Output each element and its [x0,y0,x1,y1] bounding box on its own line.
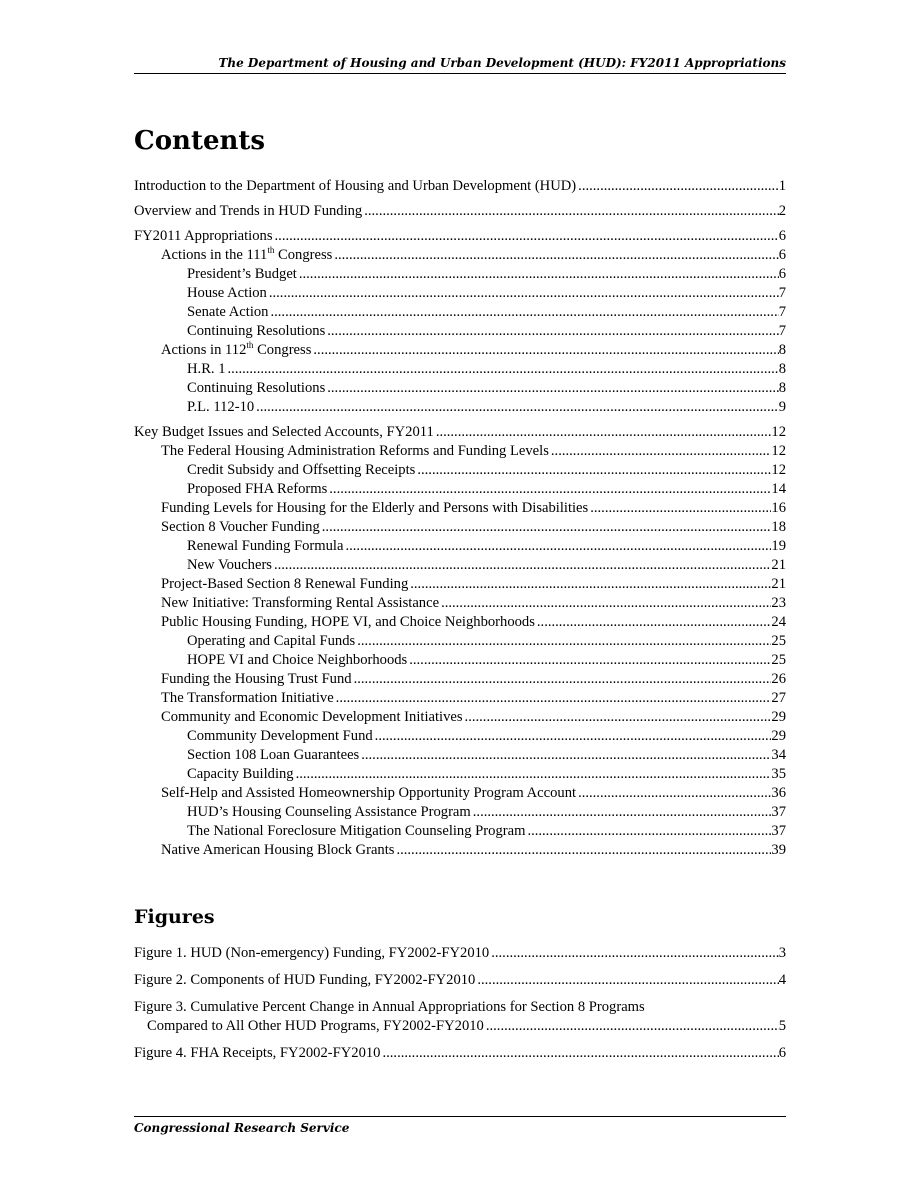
toc-entry-title [134,423,434,442]
toc-entry[interactable] [134,651,786,670]
toc-page-number: 36 [771,785,786,801]
toc-entry-title [187,398,254,417]
toc-entry[interactable] [134,227,786,246]
dot-leader [254,398,779,417]
toc-page-number: 19 [771,538,786,554]
dot-leader [268,303,778,322]
toc-page-number: 2 [778,203,786,219]
dot-leader [394,841,771,860]
toc-entry-text-suffix: Congress [274,247,333,263]
toc-entry-text: Senate Action [187,304,269,320]
dot-leader [415,461,771,480]
toc-page-number: 12 [771,424,786,440]
toc-entry[interactable] [134,613,786,632]
toc-entry[interactable] [134,632,786,651]
toc-entry-text: Section 8 Voucher Funding [161,519,320,535]
dot-leader [535,613,772,632]
toc-page-number: 7 [778,323,786,339]
footer-rule [134,1116,786,1117]
toc-entry[interactable] [134,765,786,784]
dot-leader [408,575,771,594]
toc-page-number: 39 [771,842,786,858]
toc-entry[interactable] [134,575,786,594]
toc-page-number: 25 [771,652,786,668]
toc-entry-text: Native American Housing Block Grants [161,842,395,858]
toc-page-number: 18 [771,519,786,535]
figure-entry[interactable] [134,1044,786,1063]
dot-leader [320,518,772,537]
toc-entry[interactable] [134,594,786,613]
toc-page-number: 12 [771,462,786,478]
toc-page-number: 16 [771,500,786,516]
contents-list [134,177,786,860]
toc-entry-text: New Initiative: Transforming Rental Assistance [161,595,440,611]
toc-entry[interactable] [134,803,786,822]
figure-page-number: 4 [778,972,786,988]
toc-entry-title [187,379,325,398]
toc-page-number: 26 [771,671,786,687]
toc-page-number: 37 [771,804,786,820]
toc-entry[interactable] [134,537,786,556]
toc-entry-title [187,746,359,765]
toc-entry[interactable] [134,822,786,841]
figure-entry-title: Compared to All Other HUD Programs, FY2002-FY2010 [147,1018,484,1034]
toc-page-number: 8 [778,342,786,358]
toc-page-number: 37 [771,823,786,839]
dot-leader [439,594,771,613]
dot-leader [373,727,772,746]
header-rule [134,73,786,74]
toc-entry-text: Introduction to the Department of Housing and Urban Development (HUD) [134,178,577,194]
toc-entry-text: Proposed FHA Reforms [187,481,328,497]
toc-page-number: 21 [771,557,786,573]
toc-page-number: 34 [771,747,786,763]
toc-entry-text: Actions in 112 [161,342,247,358]
toc-entry-text: Community Development Fund [187,728,373,744]
dot-leader [325,379,778,398]
dot-leader [463,708,772,727]
dot-leader [549,442,772,461]
toc-entry-text: H.R. 1 [187,361,226,377]
toc-entry[interactable] [134,246,786,265]
dot-leader [325,322,778,341]
dot-leader [327,480,771,499]
dot-leader [588,499,771,518]
toc-entry-title [187,360,226,379]
toc-entry[interactable] [134,518,786,537]
contents-heading: Contents [134,126,266,156]
toc-entry[interactable] [134,423,786,442]
figure-entry-title: Figure 3. Cumulative Percent Change in Annual Appropriations for Section 8 Programs [134,999,645,1015]
toc-entry-title [187,556,272,575]
dot-leader [343,537,771,556]
toc-entry-text: Actions in the 111 [161,247,268,263]
toc-entry[interactable] [134,442,786,461]
toc-page-number: 12 [771,443,786,459]
toc-entry[interactable] [134,670,786,689]
dot-leader [273,227,779,246]
toc-entry[interactable] [134,689,786,708]
toc-entry-text: HOPE VI and Choice Neighborhoods [187,652,408,668]
toc-entry-title [161,784,576,803]
toc-entry-text: Project-Based Section 8 Renewal Funding [161,576,409,592]
toc-entry-superscript: th [246,341,254,351]
toc-entry[interactable] [134,265,786,284]
toc-entry-title [187,822,525,841]
toc-entry-text: Community and Economic Development Initiatives [161,709,463,725]
toc-entry-title [161,841,394,860]
toc-entry-title [187,480,327,499]
dot-leader [525,822,771,841]
toc-page-number: 29 [771,728,786,744]
figure-entry-title: Figure 4. FHA Receipts, FY2002-FY2010 [134,1045,381,1061]
toc-entry[interactable] [134,556,786,575]
toc-page-number: 7 [778,285,786,301]
toc-entry-title [187,651,407,670]
toc-entry-text: Continuing Resolutions [187,380,326,396]
figure-page-number: 6 [778,1045,786,1061]
toc-entry-title [187,765,294,784]
toc-page-number: 6 [778,266,786,282]
toc-page-number: 8 [778,361,786,377]
figures-list [134,944,786,1071]
toc-entry[interactable] [134,841,786,860]
dot-leader [297,265,779,284]
figure-page-number: 3 [778,945,786,961]
toc-page-number: 21 [771,576,786,592]
toc-entry-title [161,499,588,518]
toc-entry[interactable] [134,202,786,221]
dot-leader [475,971,778,990]
toc-entry-text: Public Housing Funding, HOPE VI, and Choice Neighborhoods [161,614,535,630]
figure-entry[interactable] [134,971,786,990]
toc-entry-text: HUD’s Housing Counseling Assistance Program [187,804,471,820]
figures-heading: Figures [134,906,215,928]
toc-entry-text: FY2011 Appropriations [134,228,273,244]
toc-entry-title [161,442,549,461]
toc-entry-title [187,284,267,303]
dot-leader [484,1017,779,1036]
toc-entry[interactable] [134,746,786,765]
toc-entry[interactable] [134,480,786,499]
toc-entry-text: The Transformation Initiative [161,690,334,706]
toc-page-number: 24 [771,614,786,630]
toc-entry-title [187,727,373,746]
toc-entry-title [134,227,273,246]
toc-entry-title [187,461,415,480]
toc-page-number: 1 [778,178,786,194]
toc-entry-text: Overview and Trends in HUD Funding [134,203,363,219]
dot-leader [355,632,771,651]
dot-leader [359,746,771,765]
toc-entry-text-suffix: Congress [253,342,312,358]
toc-entry-text: House Action [187,285,267,301]
dot-leader [576,784,771,803]
toc-entry[interactable] [134,360,786,379]
dot-leader [434,423,772,442]
figure-entry-title: Figure 2. Components of HUD Funding, FY2002-FY2010 [134,972,476,988]
dot-leader [352,670,772,689]
dot-leader [407,651,771,670]
toc-entry-superscript: th [267,246,275,256]
toc-page-number: 6 [778,247,786,263]
toc-entry-title [161,341,311,360]
toc-entry-title [161,575,408,594]
toc-entry-text: Funding the Housing Trust Fund [161,671,352,687]
toc-entry-title [134,177,576,196]
toc-entry-text: Self-Help and Assisted Homeownership Opportunity Program Account [161,785,577,801]
dot-leader [334,689,772,708]
figure-page-number: 5 [778,1018,786,1034]
toc-entry-title [187,537,343,556]
toc-entry[interactable] [134,284,786,303]
toc-entry[interactable] [134,341,786,360]
footer-text: Congressional Research Service [134,1121,350,1135]
toc-entry-title [161,689,334,708]
toc-entry[interactable] [134,499,786,518]
toc-entry[interactable] [134,727,786,746]
toc-entry-title [161,246,332,265]
dot-leader [489,944,778,963]
toc-entry-text: Capacity Building [187,766,294,782]
running-header: The Department of Housing and Urban Development (HUD): FY2011 Appropriations [218,56,786,70]
dot-leader [267,284,779,303]
toc-entry-title [161,518,320,537]
toc-entry-title [187,632,355,651]
toc-entry-text: Continuing Resolutions [187,323,326,339]
toc-entry-title [161,594,439,613]
toc-entry-title [161,670,352,689]
dot-leader [311,341,778,360]
toc-entry[interactable] [134,784,786,803]
figure-entry[interactable] [134,998,786,1036]
toc-entry-title [161,613,535,632]
toc-entry-title [187,303,268,322]
figure-entry-title: Figure 1. HUD (Non-emergency) Funding, FY2002-FY2010 [134,945,490,961]
toc-entry-title [161,708,463,727]
toc-entry-text: Section 108 Loan Guarantees [187,747,360,763]
toc-page-number: 14 [771,481,786,497]
toc-entry[interactable] [134,398,786,417]
toc-entry-title [134,202,362,221]
toc-page-number: 9 [778,399,786,415]
dot-leader [272,556,771,575]
toc-entry[interactable] [134,303,786,322]
toc-entry-title [187,265,297,284]
toc-page-number: 8 [778,380,786,396]
toc-entry-text: The National Foreclosure Mitigation Counseling Program [187,823,526,839]
toc-entry-title [187,803,471,822]
toc-page-number: 35 [771,766,786,782]
toc-page-number: 6 [778,228,786,244]
dot-leader [362,202,778,221]
toc-entry-text: Operating and Capital Funds [187,633,356,649]
toc-page-number: 23 [771,595,786,611]
dot-leader [226,360,779,379]
dot-leader [471,803,772,822]
dot-leader [332,246,778,265]
figure-entry[interactable] [134,944,786,963]
dot-leader [380,1044,778,1063]
toc-entry-text: Renewal Funding Formula [187,538,344,554]
toc-entry[interactable] [134,708,786,727]
toc-entry[interactable] [134,461,786,480]
toc-page-number: 27 [771,690,786,706]
toc-page-number: 29 [771,709,786,725]
toc-page-number: 25 [771,633,786,649]
toc-page-number: 7 [778,304,786,320]
toc-entry[interactable] [134,177,786,196]
dot-leader [576,177,779,196]
toc-entry-text: Funding Levels for Housing for the Elderly and Persons with Disabilities [161,500,589,516]
toc-entry-text: Key Budget Issues and Selected Accounts, FY2011 [134,424,434,440]
toc-entry-text: New Vouchers [187,557,272,573]
toc-entry[interactable] [134,379,786,398]
toc-entry-text: The Federal Housing Administration Reforms and Funding Levels [161,443,549,459]
toc-entry-title [187,322,325,341]
toc-entry-text: President’s Budget [187,266,297,282]
toc-entry-text: P.L. 112-10 [187,399,255,415]
toc-entry-text: Credit Subsidy and Offsetting Receipts [187,462,416,478]
dot-leader [294,765,772,784]
toc-entry[interactable] [134,322,786,341]
